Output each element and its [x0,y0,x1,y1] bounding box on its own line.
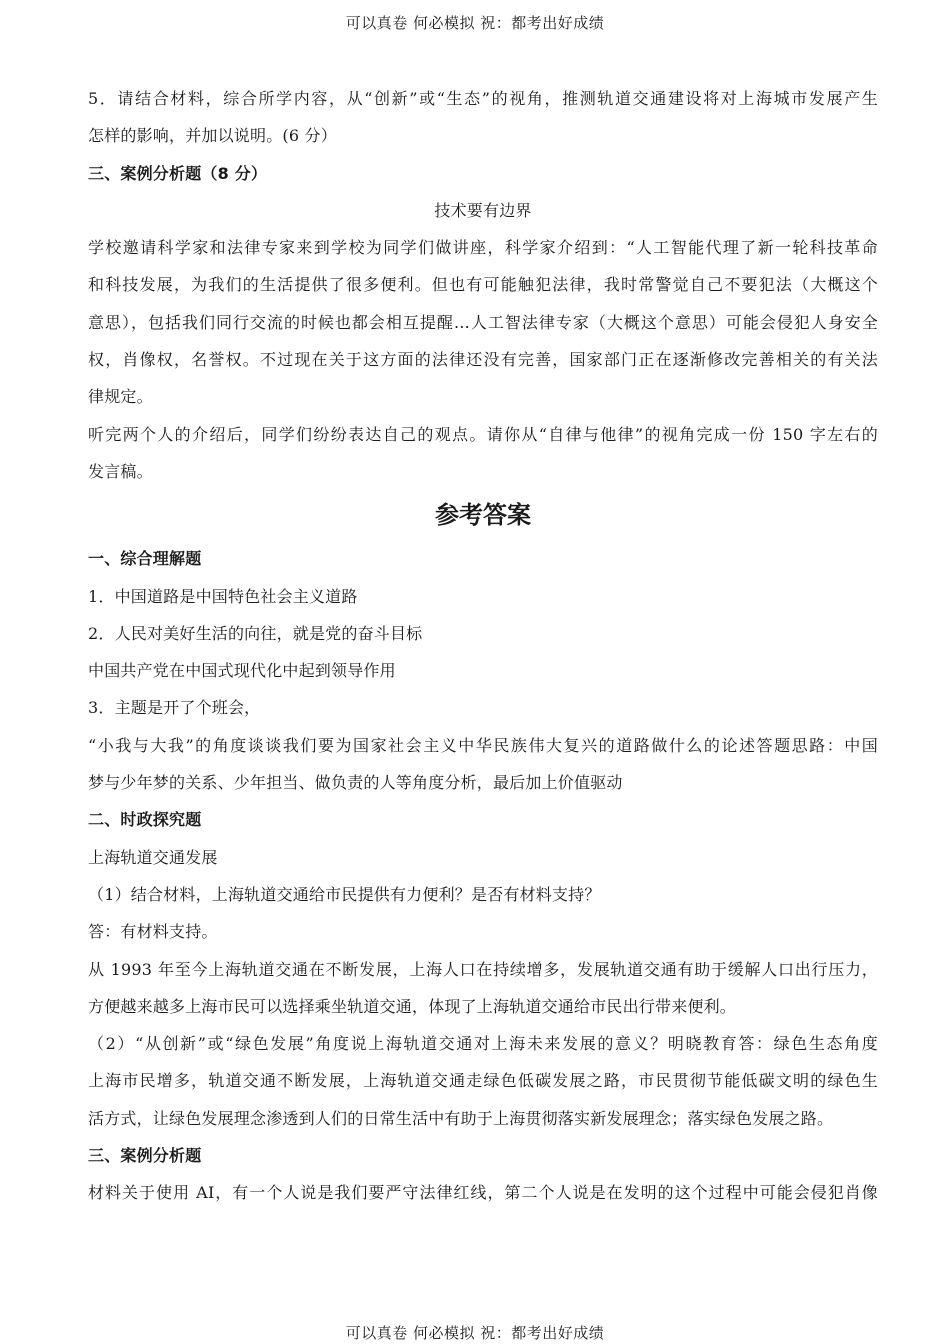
answer-line: 2．人民对美好生活的向往，就是党的奋斗目标 [88,623,423,643]
answer-line: 答：有材料支持。 [88,922,218,942]
page-footer: 可以真卷 何必模拟 祝：都考出好成绩 [345,1324,605,1342]
answer-line: “小我与大我”的角度谈谈我们要为国家社会主义中华民族伟大复兴的道路做什么的论述答题思路：中国 [88,735,878,755]
answers-part-3-heading: 三、案例分析题 [88,1146,202,1166]
answer-line: （1）结合材料，上海轨道交通给市民提供有力便利？是否有材料支持？ [88,884,601,904]
case-text-line: 权，肖像权，名誉权。不过现在关于这方面的法律还没有完善，国家部门正在逐渐修改完善相关的有关法 [88,350,878,370]
answer-line: 方便越来越多上海市民可以选择乘坐轨道交通，体现了上海轨道交通给市民出行带来便利。 [88,996,737,1016]
case-text-line: 听完两个人的介绍后，同学们纷纷表达自己的观点。请你从“自律与他律”的视角完成一份 150 字左右的 [88,424,878,444]
case-text-line: 学校邀请科学家和法律专家来到学校为同学们做讲座，科学家介绍到：“人工智能代理了新一轮科技革命 [88,238,878,258]
answer-line: 上海轨道交通发展 [88,847,218,867]
case-text-line: 和科技发展，为我们的生活提供了很多便利。但也有可能触犯法律，我时常警觉自己不要犯法（大概这个 [88,275,878,295]
answer-line: 从 1993 年至今上海轨道交通在不断发展，上海人口在持续增多，发展轨道交通有助于缓解人口出行压力， [88,959,878,979]
case-text-line: 意思），包括我们同行交流的时候也都会相互提醒…人工智法律专家（大概这个意思）可能会侵犯人身安全 [88,312,878,332]
answer-line: 中国共产党在中国式现代化中起到领导作用 [88,661,396,681]
answer-line: （2）“从创新”或“绿色发展”角度说上海轨道交通对上海未来发展的意义？明晓教育答：绿色生态角度 [88,1034,878,1054]
answers-title: 参考答案 [435,501,531,530]
page-header: 可以真卷 何必模拟 祝：都考出好成绩 [345,14,605,32]
answers-part-2-heading: 二、时政探究题 [88,810,202,830]
case-text-line: 发言稿。 [88,461,153,481]
answer-line: 材料关于使用 AI，有一个人说是我们要严守法律红线，第二个人说是在发明的这个过程中可能会侵犯肖像 [88,1183,878,1203]
answer-line: 1．中国道路是中国特色社会主义道路 [88,586,358,606]
answer-line: 梦与少年梦的关系、少年担当、做负责的人等角度分析，最后加上价值驱动 [88,773,623,793]
case-text-line: 律规定。 [88,387,153,407]
section-3-heading: 三、案例分析题（8 分） [88,163,268,183]
question-5-line-1: 5．请结合材料，综合所学内容，从“创新”或“生态”的视角，推测轨道交通建设将对上海城市发展产生 [88,89,878,108]
answer-line: 上海市民增多，轨道交通不断发展，上海轨道交通走绿色低碳发展之路，市民贯彻节能低碳文明的绿色生 [88,1071,878,1091]
section-3-title: 技术要有边界 [434,200,532,220]
answer-line: 活方式，让绿色发展理念渗透到人们的日常生活中有助于上海贯彻落实新发展理念；落实绿色发展之路。 [88,1108,834,1128]
page-content [88,80,878,1212]
question-5-line-2: 怎样的影响，并加以说明。(6 分） [88,126,337,146]
answer-line: 3．主题是开了个班会， [88,698,261,718]
answers-part-1-heading: 一、综合理解题 [88,549,202,569]
